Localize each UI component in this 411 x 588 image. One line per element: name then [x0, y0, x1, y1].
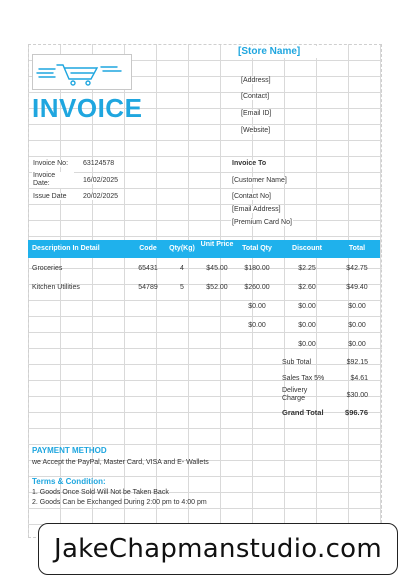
col-discount: Discount [292, 245, 322, 252]
table-cell-description: Kitchen Utilities [32, 284, 80, 291]
invoice-date-label: Invoice Date: [32, 172, 74, 188]
table-cell-qty: 5 [180, 284, 184, 291]
table-cell-description: Groceries [32, 265, 63, 272]
col-code: Code [139, 245, 157, 252]
customer-contact: [Contact No] [232, 193, 271, 200]
grand-total-value: $96.76 [345, 408, 368, 417]
table-cell-total: $49.40 [346, 284, 368, 291]
table-cell-unit-price: $45.00 [206, 265, 228, 272]
table-cell-total: $42.75 [346, 265, 368, 272]
table-cell-total-qty: $0.00 [248, 322, 266, 329]
store-address: [Address] [241, 77, 271, 84]
table-cell-unit-price: $52.00 [206, 284, 228, 291]
table-cell-code: 65431 [138, 265, 158, 272]
table-cell-code: 54789 [138, 284, 158, 291]
col-qty: Qty(Kg) [169, 245, 195, 252]
store-name: [Store Name] [238, 46, 348, 58]
issue-date-value: 20/02/2025 [83, 193, 119, 200]
table-cell-discount: $0.00 [298, 322, 316, 329]
customer-name: [Customer Name] [232, 177, 287, 184]
invoice-no-value: 63124578 [83, 160, 115, 167]
table-cell-discount: $0.00 [298, 303, 316, 310]
table-cell-discount: $2.25 [298, 265, 316, 272]
table-cell-total-qty: $180.00 [244, 265, 270, 272]
invoice-title: INVOICE [32, 93, 143, 123]
store-email: [Email ID] [241, 110, 272, 117]
terms-item: 1. Goods Once Sold Will Not be Taken Back [32, 489, 169, 496]
invoice-no-label: Invoice No: [33, 160, 69, 167]
premium-card: [Premium Card No] [232, 219, 292, 226]
store-contact: [Contact] [241, 93, 270, 100]
table-cell-qty: 4 [180, 265, 184, 272]
issue-date-label: Issue Date [33, 193, 67, 200]
col-total: Total [348, 245, 366, 252]
grand-total-label: Grand Total [282, 408, 324, 417]
store-logo [32, 54, 132, 90]
table-cell-total: $0.00 [348, 341, 366, 348]
sales-tax-label: Sales Tax 5% [282, 375, 325, 382]
subtotal-label: Sub Total [282, 359, 312, 366]
col-description: Description In Detail [32, 245, 100, 252]
shopping-cart-icon [33, 55, 131, 89]
table-cell-total-qty: $260.00 [244, 284, 270, 291]
items-table-header [28, 240, 380, 258]
delivery-label: Delivery Charge [282, 387, 308, 402]
delivery-value: $30.00 [346, 392, 368, 399]
terms-item: 2. Goods Can be Exchanged During 2:00 pm to 4:00 pm [32, 499, 207, 506]
table-cell-discount: $0.00 [298, 341, 316, 348]
payment-method-heading: PAYMENT METHOD [32, 446, 107, 455]
invoice-date-value: 16/02/2025 [83, 177, 119, 184]
col-unit-price: Unit Price [200, 241, 234, 248]
store-website: [Website] [241, 127, 271, 134]
subtotal-value: $92.15 [346, 359, 368, 366]
sales-tax-value: $4.61 [350, 375, 368, 382]
table-cell-total-qty: $0.00 [248, 303, 266, 310]
table-cell-total: $0.00 [348, 303, 366, 310]
invoice-to-heading: Invoice To [232, 160, 267, 167]
watermark-banner: JakeChapmanstudio.com [38, 523, 398, 575]
table-cell-total: $0.00 [348, 322, 366, 329]
terms-heading: Terms & Condition: [32, 477, 106, 486]
table-cell-discount: $2.60 [298, 284, 316, 291]
col-total-qty: Total Qty [242, 245, 272, 252]
customer-email: [Email Address] [232, 206, 281, 213]
payment-method-text: we Accept the PayPal, Master Card, VISA and E- Wallets [32, 459, 209, 466]
